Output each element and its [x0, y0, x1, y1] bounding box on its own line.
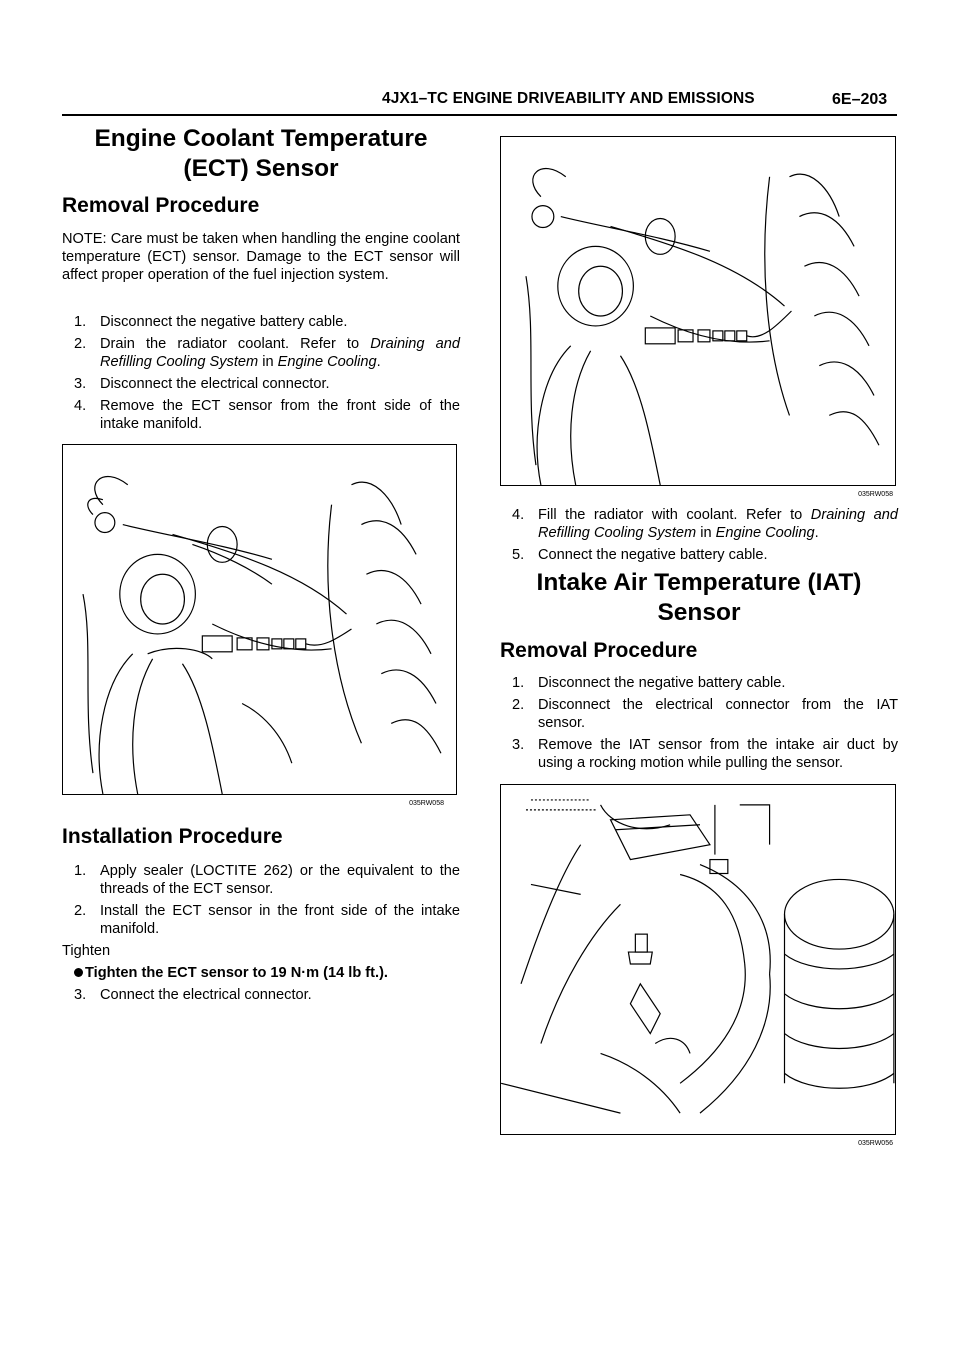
step-item: 2. Disconnect the electrical connector from the IAT sensor.: [512, 697, 898, 731]
bullet-icon: [74, 968, 83, 977]
intake-duct-illustration: [501, 785, 895, 1134]
iat-removal-figure: [500, 784, 896, 1147]
ect-installation-heading: Installation Procedure: [62, 825, 283, 848]
ect-removal-steps: [62, 313, 460, 433]
step-item: 4. Remove the ECT sensor from the front side of the intake manifold.: [74, 398, 460, 432]
step-item: 3. Remove the IAT sensor from the intake air duct by using a rocking motion while pulling the sensor.: [512, 737, 898, 771]
figure-label: 035RW058: [858, 491, 893, 498]
step-item: 2. Install the ECT sensor in the front side of the intake manifold.: [74, 903, 460, 937]
header-rule: [62, 114, 897, 116]
ect-installation-steps-continued: [500, 506, 898, 564]
iat-title-line1: Intake Air Temperature (IAT): [536, 569, 862, 596]
ect-removal-note: NOTE: Care must be taken when handling the engine coolant temperature (ECT) sensor. Damage to the ECT sensor will affect proper operation of the fuel injection system.: [62, 231, 460, 283]
page-number: 6E–203: [832, 91, 888, 108]
step-item: 5. Connect the negative battery cable.: [512, 547, 768, 563]
step-item: 3. Connect the electrical connector.: [74, 987, 312, 1003]
iat-removal-steps: [500, 674, 898, 772]
step-item: 3. Disconnect the electrical connector.: [74, 376, 330, 392]
step-item: 1. Apply sealer (LOCTITE 262) or the equivalent to the threads of the ECT sensor.: [74, 863, 460, 897]
iat-removal-heading: Removal Procedure: [500, 639, 698, 662]
reference-link: Engine Cooling: [715, 525, 815, 541]
ect-installation-figure: [500, 136, 896, 498]
reference-link: Draining and Refilling Cooling System: [100, 336, 460, 370]
reference-link: Engine Cooling: [277, 354, 377, 370]
ect-section-title: [62, 124, 460, 184]
step-item: 4. Fill the radiator with coolant. Refer to Draining and Refilling Cooling System in Engine Cooling.: [512, 507, 898, 541]
iat-title-line2: Sensor: [657, 599, 741, 626]
iat-section-title: [500, 568, 898, 628]
step-item: 1. Disconnect the negative battery cable.: [74, 314, 348, 330]
figure-label: 035RW056: [858, 1140, 893, 1147]
reference-link: Draining and Refilling Cooling System: [538, 507, 898, 541]
ect-title-line1: Engine Coolant Temperature: [94, 125, 428, 152]
engine-illustration: [63, 445, 456, 794]
tighten-label: Tighten: [62, 943, 111, 959]
ect-installation-steps: [62, 862, 460, 1004]
figure-label: 035RW058: [409, 800, 444, 807]
ect-removal-heading: Removal Procedure: [62, 194, 260, 217]
engine-illustration: [501, 137, 895, 485]
running-header-title: 4JX1–TC ENGINE DRIVEABILITY AND EMISSIONS: [382, 90, 755, 107]
tighten-spec: Tighten the ECT sensor to 19 N·m (14 lb ft.).: [62, 964, 460, 982]
ect-removal-figure: [62, 444, 457, 807]
step-item: 2. Drain the radiator coolant. Refer to Draining and Refilling Cooling System in Engine Cooling.: [74, 336, 460, 370]
step-item: 1. Disconnect the negative battery cable.: [512, 675, 786, 691]
ect-title-line2: (ECT) Sensor: [183, 155, 339, 182]
